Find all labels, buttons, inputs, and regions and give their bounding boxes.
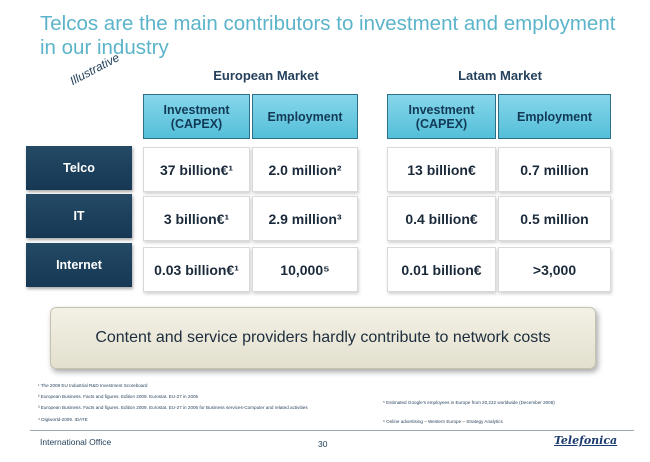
telco-latam-employment: 0.7 million bbox=[498, 147, 611, 192]
footer-office: International Office bbox=[40, 437, 112, 447]
it-eu-employment: 2.9 million³ bbox=[252, 196, 358, 241]
european-market-heading: European Market bbox=[213, 68, 319, 83]
it-latam-employment: 0.5 million bbox=[498, 196, 611, 241]
footnote-3: ³ European Business. Facts and figures. Edition 2009. Eurostat. EU-27 in 2006 for Business services-Computer and related activities bbox=[38, 405, 308, 410]
it-eu-capex: 3 billion€¹ bbox=[143, 196, 250, 241]
internet-eu-employment: 10,000⁵ bbox=[252, 247, 358, 292]
eu-employment-header: Employment bbox=[252, 94, 358, 139]
callout-box: Content and service providers hardly contribute to network costs bbox=[50, 307, 596, 369]
internet-eu-capex: 0.03 billion€¹ bbox=[143, 247, 250, 292]
footnote-4: ⁴ Digiworld-2009. IDATE bbox=[38, 417, 88, 422]
footnote-2: ² European Business. Facts and figures. Edition 2009. Eurostat. EU-27 in 2005 bbox=[38, 394, 199, 399]
internet-latam-capex: 0.01 billion€ bbox=[387, 247, 496, 292]
slide-title: Telcos are the main contributors to investment and employment in our industry bbox=[40, 12, 616, 59]
footnote-1: ¹ The 2009 EU Industrial R&D Investment Scoreboard bbox=[38, 383, 148, 388]
latam-capex-header: Investment (CAPEX) bbox=[387, 94, 496, 139]
telefonica-logo: Telefonica bbox=[554, 434, 618, 447]
footnote-6: ⁶ Online advertising – Western Europe – Strategy Analytics bbox=[383, 419, 503, 424]
telco-latam-capex: 13 billion€ bbox=[387, 147, 496, 192]
eu-capex-header: Investment (CAPEX) bbox=[143, 94, 250, 139]
row-label-telco: Telco bbox=[26, 146, 132, 190]
latam-employment-header: Employment bbox=[498, 94, 611, 139]
it-latam-capex: 0.4 billion€ bbox=[387, 196, 496, 241]
internet-latam-employment: >3,000 bbox=[498, 247, 611, 292]
telco-eu-capex: 37 billion€¹ bbox=[143, 147, 250, 192]
row-label-it: IT bbox=[26, 194, 132, 238]
telco-eu-employment: 2.0 million² bbox=[252, 147, 358, 192]
page-number: 30 bbox=[318, 439, 328, 449]
footer-divider bbox=[30, 430, 634, 431]
illustrative-label: Illustrative bbox=[67, 50, 122, 88]
row-label-internet: Internet bbox=[26, 243, 132, 287]
footnote-5: ⁵ Estimated Google's employees in Europe from 20,222 worldwide (December 2008) bbox=[383, 400, 555, 405]
latam-market-heading: Latam Market bbox=[458, 68, 542, 83]
